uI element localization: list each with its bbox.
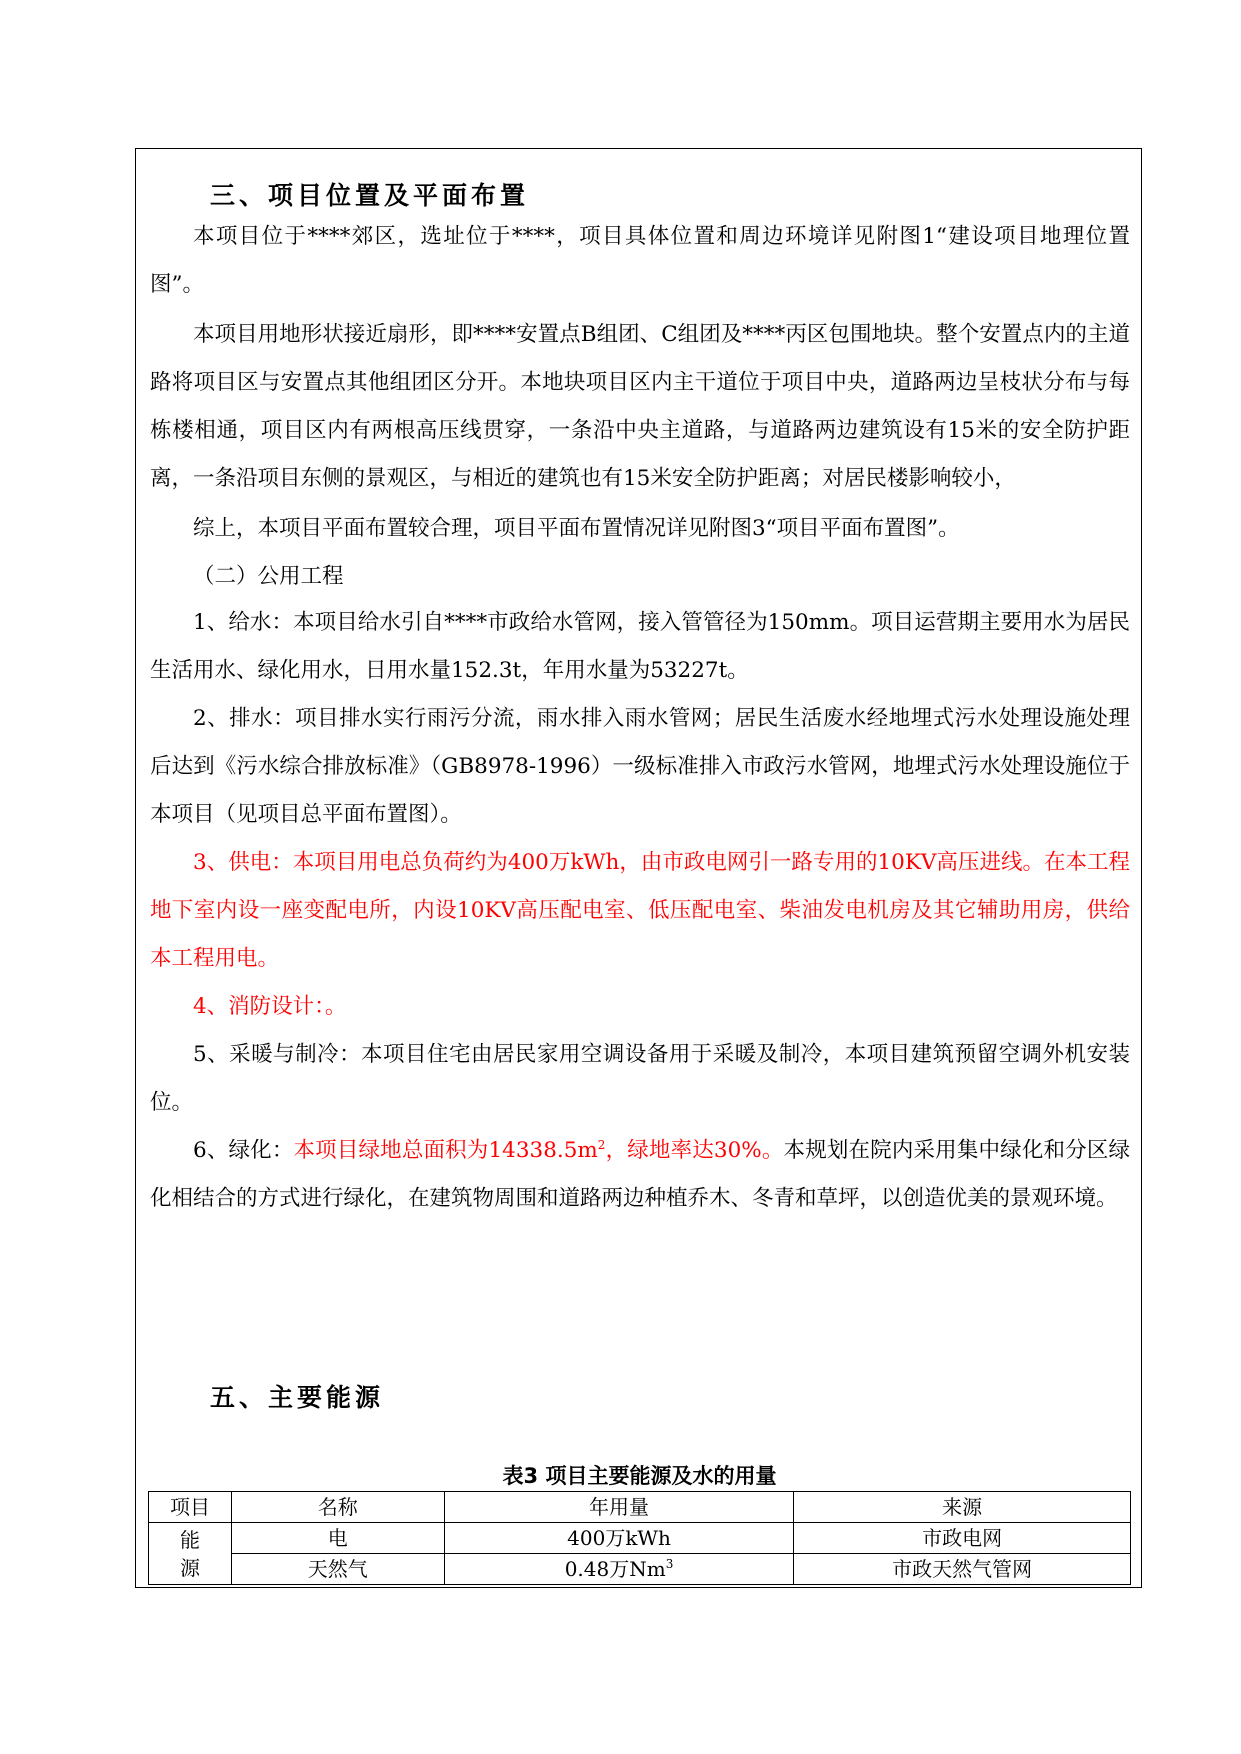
document-frame [135, 148, 1142, 1588]
document-body [150, 179, 1130, 1223]
hvac-paragraph: 5、采暖与制冷：本项目住宅由居民家用空调设备用于采暖及制冷，本项目建筑预留空调外机安装位。 [150, 1042, 1130, 1115]
utilities-heading: （二）公用工程 [193, 564, 344, 589]
header-cell-annual-amount: 年用量 [444, 1492, 794, 1523]
row-amount-cell: 400万kWh [444, 1523, 794, 1554]
table-row [149, 1554, 1131, 1585]
greening-paragraph [150, 1127, 1130, 1223]
section3-heading: 三、项目位置及平面布置 [210, 181, 530, 210]
drainage-paragraph: 2、排水：项目排水实行雨污分流，雨水排入雨水管网；居民生活废水经地埋式污水处理设施处理后达到《污水综合排放标准》（GB8978-1996）一级标准排入市政污水管网，地埋式污水处理设施位于本项目（见项目总平面布置图）。 [150, 706, 1130, 827]
greening-rate-text: ，绿地率达30%。 [605, 1138, 784, 1163]
table-row [149, 1523, 1131, 1554]
category-label-bottom: 源 [179, 1555, 200, 1580]
row-source-cell: 市政天然气管网 [794, 1554, 1131, 1585]
energy-table [148, 1491, 1131, 1585]
fire-design-paragraph: 4、消防设计：。 [193, 994, 347, 1019]
row-name-cell: 电 [231, 1523, 444, 1554]
water-supply-paragraph: 1、给水：本项目给水引自****市政给水管网，接入管管径为150mm。项目运营期主要用水为居民生活用水、绿化用水，日用水量152.3t，年用水量为53227t。 [150, 610, 1130, 683]
header-cell-item: 项目 [149, 1492, 232, 1523]
greening-area-text: 本项目绿地总面积为14338.5m [293, 1138, 598, 1163]
greening-area-superscript: 2 [597, 1138, 606, 1152]
amount-unit-superscript: 3 [665, 1557, 674, 1571]
power-supply-paragraph: 3、供电：本项目用电总负荷约为400万kWh，由市政电网引一路专用的10KV高压进线。在本工程地下室内设一座变配电所，内设10KV高压配电室、低压配电室、柴油发电机房及其它辅助用房，供给本工程用电。 [150, 850, 1130, 971]
header-cell-name: 名称 [231, 1492, 444, 1523]
greening-prefix: 6、绿化： [193, 1138, 294, 1163]
row-name-cell: 天然气 [231, 1554, 444, 1585]
section5-heading: 五、主要能源 [210, 1383, 385, 1412]
table-header-row [149, 1492, 1131, 1523]
header-cell-source: 来源 [794, 1492, 1131, 1523]
table-caption: 表3 项目主要能源及水的用量 [502, 1464, 777, 1488]
amount-value: 0.48万Nm [564, 1557, 666, 1581]
location-paragraph: 本项目位于****郊区，选址位于****，项目具体位置和周边环境详见附图1“建设项目地理位置图”。 [150, 224, 1130, 297]
layout-paragraph: 本项目用地形状接近扇形，即****安置点B组团、C组团及****丙区包围地块。整个安置点内的主道路将项目区与安置点其他组团区分开。本地块项目区内主干道位于项目中央，道路两边呈枝状分布与每栋楼相通，项目区内有两根高压线贯穿，一条沿中央主道路，与道路两边建筑设有15米的安全防护距离，一条沿项目东侧的景观区，与相近的建筑也有15米安全防护距离；对居民楼影响较小， [150, 322, 1130, 491]
layout-summary-paragraph: 综上，本项目平面布置较合理，项目平面布置情况详见附图3“项目平面布置图”。 [193, 516, 960, 541]
greening-description: 本规划在院内采用集中绿化和分区绿化相结合的方式进行绿化，在建筑物周围和道路两边种植乔木、冬青和草坪，以创造优美的景观环境。 [150, 1138, 1130, 1211]
row-amount-cell [444, 1554, 794, 1585]
category-label-top: 能 [179, 1527, 200, 1552]
row-source-cell: 市政电网 [794, 1523, 1131, 1554]
category-cell [149, 1523, 232, 1585]
